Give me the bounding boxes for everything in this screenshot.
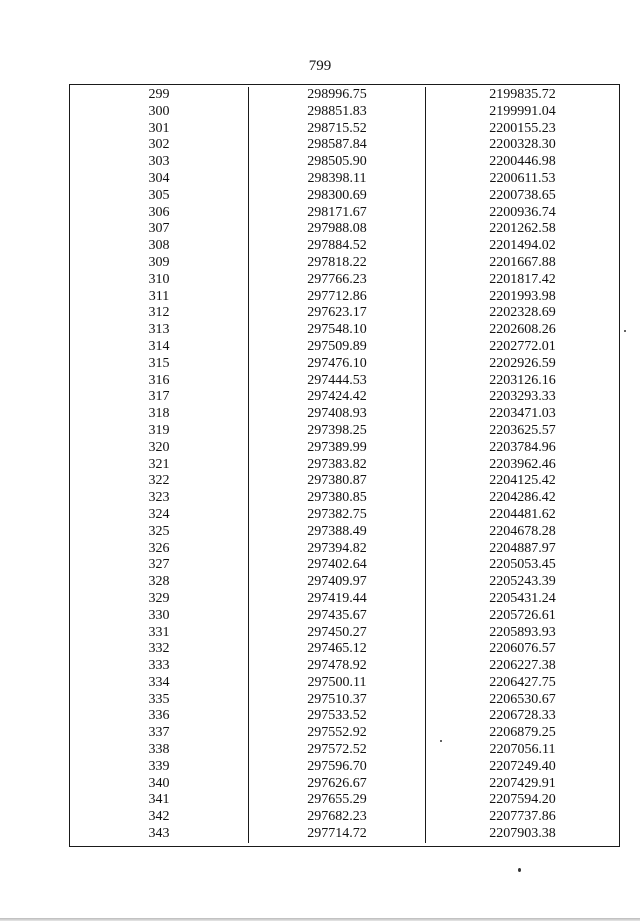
x-coordinate-cell: 297383.82 [248,457,426,474]
table-row [70,188,619,205]
y-coordinate-cell: 2203625.57 [489,422,556,438]
y-coordinate-cell: 2202926.59 [489,355,556,371]
table-row [70,272,619,289]
point-number-cell: 302 [148,137,170,153]
table-row [70,725,619,742]
x-coordinate-cell: 297548.10 [248,322,426,339]
y-coordinate-cell: 2200446.98 [489,154,556,170]
y-coordinate-cell: 2202772.01 [489,338,556,354]
x-coordinate-cell: 298851.83 [248,104,426,121]
table-row [70,339,619,356]
x-coordinate-cell: 297419.44 [248,591,426,608]
y-coordinate-cell: 2207429.91 [489,775,556,791]
table-row [70,137,619,154]
point-number-cell: 326 [148,540,170,556]
y-coordinate-cell: 2206879.25 [489,725,556,741]
table-row [70,792,619,809]
x-coordinate-cell: 298587.84 [248,137,426,154]
y-coordinate-cell: 2204887.97 [489,540,556,556]
y-coordinate-cell: 2207903.38 [489,826,556,842]
table-row [70,574,619,591]
table-row [70,440,619,457]
point-number-cell: 325 [148,523,170,539]
table-row [70,289,619,306]
point-number-cell: 318 [148,406,170,422]
point-number-cell: 332 [148,641,170,657]
y-coordinate-cell: 2199991.04 [489,103,556,119]
x-coordinate-cell: 297389.99 [248,440,426,457]
table-row [70,221,619,238]
table-row [70,121,619,138]
y-coordinate-cell: 2206530.67 [489,691,556,707]
y-coordinate-cell: 2204678.28 [489,523,556,539]
point-number-cell: 319 [148,422,170,438]
table-row [70,406,619,423]
x-coordinate-cell: 297533.52 [248,708,426,725]
x-coordinate-cell: 297380.87 [248,473,426,490]
x-coordinate-cell: 297394.82 [248,541,426,558]
point-number-cell: 305 [148,187,170,203]
point-number-cell: 341 [148,792,170,808]
x-coordinate-cell: 297476.10 [248,356,426,373]
table-row [70,389,619,406]
table-row [70,524,619,541]
point-number-cell: 314 [148,338,170,354]
table-row [70,591,619,608]
table-row [70,473,619,490]
table-row [70,457,619,474]
x-coordinate-cell: 297596.70 [248,759,426,776]
y-coordinate-cell: 2205726.61 [489,607,556,623]
point-number-cell: 329 [148,590,170,606]
x-coordinate-cell: 297572.52 [248,742,426,759]
x-coordinate-cell: 298505.90 [248,154,426,171]
scan-speck [624,330,626,332]
point-number-cell: 330 [148,607,170,623]
point-number-cell: 340 [148,775,170,791]
point-number-cell: 328 [148,574,170,590]
point-number-cell: 315 [148,355,170,371]
x-coordinate-cell: 297398.25 [248,423,426,440]
x-coordinate-cell: 297509.89 [248,339,426,356]
y-coordinate-cell: 2207737.86 [489,809,556,825]
x-coordinate-cell: 297988.08 [248,221,426,238]
table-row [70,87,619,104]
point-number-cell: 316 [148,372,170,388]
table-row [70,608,619,625]
point-number-cell: 307 [148,221,170,237]
table-row [70,692,619,709]
point-number-cell: 338 [148,742,170,758]
y-coordinate-cell: 2201262.58 [489,221,556,237]
point-number-cell: 299 [148,87,170,102]
point-number-cell: 336 [148,708,170,724]
x-coordinate-cell: 297444.53 [248,373,426,390]
x-coordinate-cell: 297388.49 [248,524,426,541]
point-number-cell: 322 [148,473,170,489]
table-row [70,373,619,390]
table-row [70,507,619,524]
x-coordinate-cell: 297380.85 [248,490,426,507]
x-coordinate-cell: 297500.11 [248,675,426,692]
point-number-cell: 303 [148,154,170,170]
y-coordinate-cell: 2205893.93 [489,624,556,640]
table-row [70,641,619,658]
y-coordinate-cell: 2206227.38 [489,658,556,674]
x-coordinate-cell: 298300.69 [248,188,426,205]
point-number-cell: 331 [148,624,170,640]
y-coordinate-cell: 2205243.39 [489,574,556,590]
table-row [70,557,619,574]
table-row [70,356,619,373]
y-coordinate-cell: 2203126.16 [489,372,556,388]
y-coordinate-cell: 2204125.42 [489,473,556,489]
x-coordinate-cell: 298715.52 [248,121,426,138]
point-number-cell: 327 [148,557,170,573]
x-coordinate-cell: 297408.93 [248,406,426,423]
page-number: 799 [308,58,332,74]
point-number-cell: 300 [148,103,170,119]
point-number-cell: 301 [148,120,170,136]
point-number-cell: 310 [148,271,170,287]
x-coordinate-cell: 297450.27 [248,625,426,642]
y-coordinate-cell: 2203293.33 [489,389,556,405]
y-coordinate-cell: 2199835.72 [489,87,556,102]
y-coordinate-cell: 2200936.74 [489,204,556,220]
x-coordinate-cell: 297552.92 [248,725,426,742]
table-row [70,541,619,558]
y-coordinate-cell: 2205431.24 [489,590,556,606]
point-number-cell: 339 [148,758,170,774]
point-number-cell: 333 [148,658,170,674]
y-coordinate-cell: 2207249.40 [489,758,556,774]
x-coordinate-cell: 297382.75 [248,507,426,524]
table-row [70,742,619,759]
table-row [70,658,619,675]
x-coordinate-cell: 297409.97 [248,574,426,591]
x-coordinate-cell: 297435.67 [248,608,426,625]
point-number-cell: 324 [148,506,170,522]
point-number-cell: 337 [148,725,170,741]
x-coordinate-cell: 297623.17 [248,305,426,322]
y-coordinate-cell: 2201667.88 [489,254,556,270]
table-row [70,423,619,440]
point-number-cell: 343 [148,826,170,842]
scan-speck [440,740,442,742]
y-coordinate-cell: 2201993.98 [489,288,556,304]
point-number-cell: 317 [148,389,170,405]
y-coordinate-cell: 2203962.46 [489,456,556,472]
table-row [70,322,619,339]
y-coordinate-cell: 2200328.30 [489,137,556,153]
x-coordinate-cell: 297818.22 [248,255,426,272]
point-number-cell: 334 [148,674,170,690]
table-row [70,305,619,322]
x-coordinate-cell: 297655.29 [248,792,426,809]
x-coordinate-cell: 297424.42 [248,389,426,406]
x-coordinate-cell: 298171.67 [248,205,426,222]
y-coordinate-cell: 2207594.20 [489,792,556,808]
point-number-cell: 306 [148,204,170,220]
y-coordinate-cell: 2207056.11 [489,742,556,758]
y-coordinate-cell: 2206427.75 [489,674,556,690]
y-coordinate-cell: 2200611.53 [489,170,556,186]
y-coordinate-cell: 2203471.03 [489,406,556,422]
table-row [70,776,619,793]
table-row [70,154,619,171]
point-number-cell: 342 [148,809,170,825]
point-number-cell: 323 [148,490,170,506]
x-coordinate-cell: 297510.37 [248,692,426,709]
table-row [70,759,619,776]
x-coordinate-cell: 297626.67 [248,776,426,793]
coordinates-table [69,84,620,847]
y-coordinate-cell: 2201494.02 [489,238,556,254]
table-row [70,104,619,121]
table-row [70,708,619,725]
x-coordinate-cell: 297714.72 [248,826,426,843]
y-coordinate-cell: 2205053.45 [489,557,556,573]
point-number-cell: 321 [148,456,170,472]
table-row [70,255,619,272]
y-coordinate-cell: 2202608.26 [489,322,556,338]
y-coordinate-cell: 2203784.96 [489,439,556,455]
x-coordinate-cell: 297766.23 [248,272,426,289]
y-coordinate-cell: 2202328.69 [489,305,556,321]
table-row [70,625,619,642]
table-row [70,826,619,843]
y-coordinate-cell: 2206728.33 [489,708,556,724]
point-number-cell: 311 [148,288,170,304]
y-coordinate-cell: 2200155.23 [489,120,556,136]
x-coordinate-cell: 297465.12 [248,641,426,658]
y-coordinate-cell: 2204481.62 [489,506,556,522]
point-number-cell: 320 [148,439,170,455]
point-number-cell: 309 [148,254,170,270]
point-number-cell: 308 [148,238,170,254]
table-row [70,675,619,692]
table-bottom-padding [70,843,619,846]
x-coordinate-cell: 298996.75 [248,87,426,104]
point-number-cell: 304 [148,170,170,186]
x-coordinate-cell: 297712.86 [248,289,426,306]
x-coordinate-cell: 297402.64 [248,557,426,574]
y-coordinate-cell: 2201817.42 [489,271,556,287]
scan-speck [518,868,521,872]
point-number-cell: 312 [148,305,170,321]
table-row [70,171,619,188]
x-coordinate-cell: 297884.52 [248,238,426,255]
table-row [70,809,619,826]
x-coordinate-cell: 297682.23 [248,809,426,826]
y-coordinate-cell: 2204286.42 [489,490,556,506]
table-row [70,490,619,507]
y-coordinate-cell: 2206076.57 [489,641,556,657]
point-number-cell: 335 [148,691,170,707]
table-row [70,205,619,222]
table-row [70,238,619,255]
x-coordinate-cell: 297478.92 [248,658,426,675]
point-number-cell: 313 [148,322,170,338]
x-coordinate-cell: 298398.11 [248,171,426,188]
y-coordinate-cell: 2200738.65 [489,187,556,203]
